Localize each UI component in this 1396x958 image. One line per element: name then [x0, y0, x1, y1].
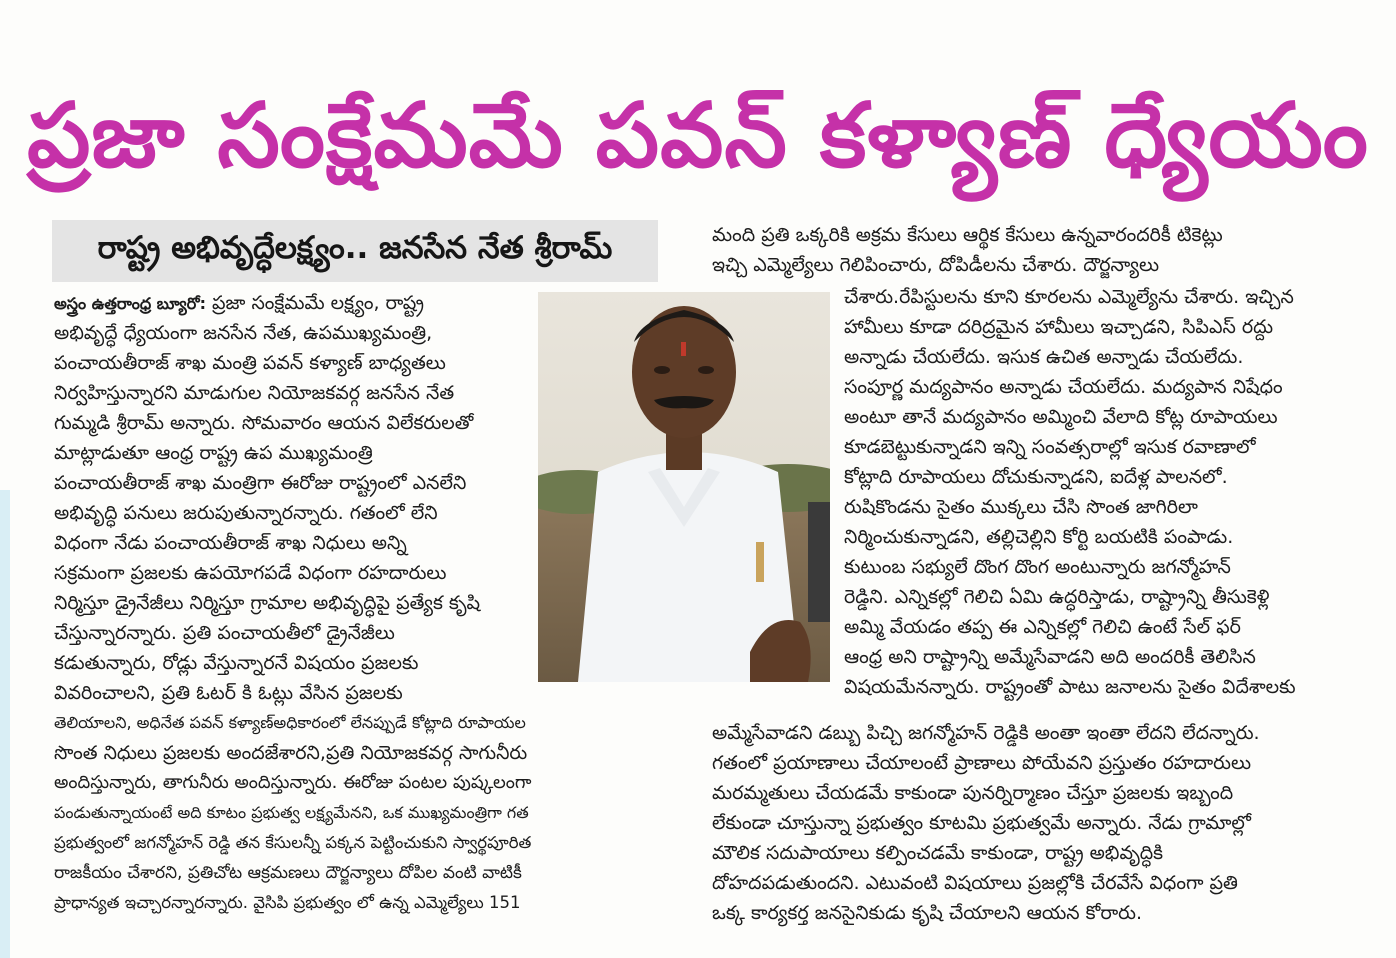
text-line: గతంలో ప్రయాణాలు చేయాలంటే ప్రాణాలు పోయేవని ప్రస్తుతం రహదారులు — [712, 752, 1252, 774]
text-line: పంచాయతీరాజ్ శాఖ మంత్రిగా ఈరోజు రాష్ట్రంలో ఎనలేని — [54, 472, 467, 494]
text-line: తెలియాలని, అధినేత పవన్ కళ్యాణ్అధికారంలో లేనప్పుడే కోట్లాది రూపాయల — [54, 713, 526, 732]
article-photo — [538, 292, 830, 682]
text-line: ప్రభుత్వంలో జగన్మోహన్ రెడ్డి తన కేసులన్నీ పక్కన పెట్టించుకుని స్వార్థపూరిత — [54, 833, 532, 852]
text-line: రాజకీయం చేశారని, ప్రతిచోట ఆక్రమణలు దౌర్జన్యాలు దోపిల వంటి వాటికీ — [54, 863, 522, 883]
text-line: గుమ్మడి శ్రీరామ్ అన్నారు. సోమవారం ఆయన విలేకరులతో — [54, 412, 474, 434]
text-line-content: ప్రజా సంక్షేమమే లక్ష్యం, రాష్ట్ర — [206, 292, 424, 314]
text-line: మాట్లాడుతూ ఆంధ్ర రాష్ట్ర ఉప ముఖ్యమంత్రి — [54, 442, 373, 464]
text-line: ప్రాధాన్యత ఇచ్చారన్నారన్నారు. వైసిపి ప్రభుత్వం లో ఉన్న ఎమ్మెల్యేలు 151 — [54, 893, 521, 912]
text-line: చేస్తున్నారన్నారు. ప్రతి పంచాయతీలో డ్రైనేజీలు — [54, 622, 395, 644]
text-line: అభివృద్ధే ధ్యేయంగా జనసేన నేత, ఉపముఖ్యమంత్రి, — [54, 322, 433, 344]
text-line: ఇచ్చి ఎమ్మెల్యేలు గెలిపించారు, దోపిడీలను చేశారు. దౌర్జన్యాలు — [712, 254, 1160, 276]
text-line: పండుతున్నాయంటే అది కూటం ప్రభుత్వ లక్ష్యమేనని, ఒక ముఖ్యమంత్రిగా గత — [54, 803, 529, 822]
text-line: నిర్మించుకున్నాడని, తల్లిచెల్లిని కోర్టి బయటికి పంపాడు. — [844, 526, 1234, 548]
text-line: అభివృద్ధి పనులు జరుపుతున్నారన్నారు. గతంలో లేని — [54, 502, 438, 524]
dateline: అస్త్రం ఉత్తరాంధ్ర బ్యూరో: — [54, 294, 206, 313]
text-line — [54, 288, 424, 318]
text-line: రుషికొండను సైతం ముక్కలు చేసి సొంత జాగిరిలా — [844, 496, 1198, 518]
text-line: సొంత నిధులు ప్రజలకు అందజేశారని,ప్రతి నియోజకవర్గ సాగునీరు — [54, 742, 528, 764]
text-line: విషయమేనన్నారు. రాష్ట్రంతో పాటు జనాలను సైతం విదేశాలకు — [844, 676, 1296, 698]
page-edge-strip — [0, 490, 10, 958]
text-line: కూడబెట్టుకున్నాడని ఇన్ని సంవత్సరాల్లో ఇసుక రవాణాలో — [844, 436, 1256, 458]
text-line: రెడ్డిని. ఎన్నికల్లో గెలిచి ఏమి ఉద్ధరిస్తాడు, రాష్ట్రాన్ని తీసుకెళ్లి — [844, 586, 1270, 608]
text-line: అందిస్తున్నారు, తాగునీరు అందిస్తున్నారు. ఈరోజు పంటల పుష్కలంగా — [54, 772, 532, 793]
text-line: కోట్లాది రూపాయలు దోచుకున్నాడని, ఐదేళ్ల పాలనలో. — [844, 466, 1228, 488]
text-line: నిర్వహిస్తున్నారని మాడుగుల నియోజకవర్గ జనసేన నేత — [54, 382, 455, 404]
text-line: అమ్మి వేయడం తప్ప ఈ ఎన్నికల్లో గెలిచి ఉంటే సేల్ ఫర్ — [844, 616, 1241, 638]
text-line: కడుతున్నారు, రోడ్లు వేస్తున్నారనే విషయం ప్రజలకు — [54, 652, 419, 674]
text-line: సక్రమంగా ప్రజలకు ఉపయోగపడే విధంగా రహదారులు — [54, 562, 447, 584]
text-line: మంది ప్రతి ఒక్కరికి అక్రమ కేసులు ఆర్థిక కేసులు ఉన్నవారందరికీ టికెట్లు — [712, 224, 1223, 246]
text-line: మౌలిక సదుపాయాలు కల్పించడమే కాకుండా, రాష్ట్ర అభివృద్ధికి — [712, 842, 1164, 864]
photo-illustration — [538, 292, 830, 682]
headline: ప్రజా సంక్షేమమే పవన్ కళ్యాణ్ ధ్యేయం — [27, 83, 1369, 187]
text-line: వివరించాలని, ప్రతి ఓటర్ కి ఓట్లు వేసిన ప్రజలకు — [54, 682, 403, 704]
text-line: లేకుండా చూస్తున్నా ప్రభుత్వం కూటమి ప్రభుత్వమే అన్నారు. నేడు గ్రామాల్లో — [712, 812, 1251, 834]
text-line: ఒక్క కార్యకర్త జనసైనికుడు కృషి చేయాలని ఆయన కోరారు. — [712, 902, 1143, 924]
text-line: అమ్మేసేవాడని డబ్బు పిచ్చి జగన్మోహన్ రెడ్డికి అంతా ఇంతా లేదని లేదన్నారు. — [712, 722, 1260, 744]
text-line: ఆంధ్ర అని రాష్ట్రాన్ని అమ్మేసేవాడని అది అందరికీ తెలిసిన — [844, 646, 1256, 668]
subheadline-box — [52, 220, 658, 282]
text-line: నిర్మిస్తూ డ్రైనేజీలు నిర్మిస్తూ గ్రామాల అభివృద్ధిపై ప్రత్యేక కృషి — [54, 592, 480, 614]
text-line: కుటుంబ సభ్యులే దొంగ దొంగ అంటున్నారు జగన్మోహన్ — [844, 556, 1231, 578]
subheadline: రాష్ట్ర అభివృద్ధేలక్ష్యం.. జనసేన నేత శ్రీరామ్ — [97, 229, 613, 266]
text-line: దోహదపడుతుందని. ఎటువంటి విషయాలు ప్రజల్లోకి చేరవేసే విధంగా ప్రతి — [712, 872, 1238, 894]
text-line: హామీలు కూడా దరిద్రమైన హామీలు ఇచ్చాడని, సిపిఎస్ రద్దు — [844, 316, 1274, 338]
text-line: సంపూర్ణ మద్యపానం అన్నాడు చేయలేదు. మద్యపాన నిషేధం — [844, 376, 1283, 398]
text-line: పంచాయతీరాజ్ శాఖ మంత్రి పవన్ కళ్యాణ్ బాధ్యతలు — [54, 352, 446, 374]
text-line: అంటూ తానే మద్యపానం అమ్మించి వేలాది కోట్ల రూపాయలు — [844, 406, 1278, 428]
text-line: అన్నాడు చేయలేదు. ఇసుక ఉచిత అన్నాడు చేయలేదు. — [844, 346, 1244, 368]
text-line: చేశారు.రేపిస్టులను కూని కూరలను ఎమ్మెల్యేను చేశారు. ఇచ్చిన — [844, 286, 1294, 308]
text-line: విధంగా నేడు పంచాయతీరాజ్ శాఖ నిధులు అన్ని — [54, 532, 407, 554]
text-line: మరమ్మతులు చేయడమే కాకుండా పునర్నిర్మాణం చేస్తూ ప్రజలకు ఇబ్బంది — [712, 782, 1234, 804]
